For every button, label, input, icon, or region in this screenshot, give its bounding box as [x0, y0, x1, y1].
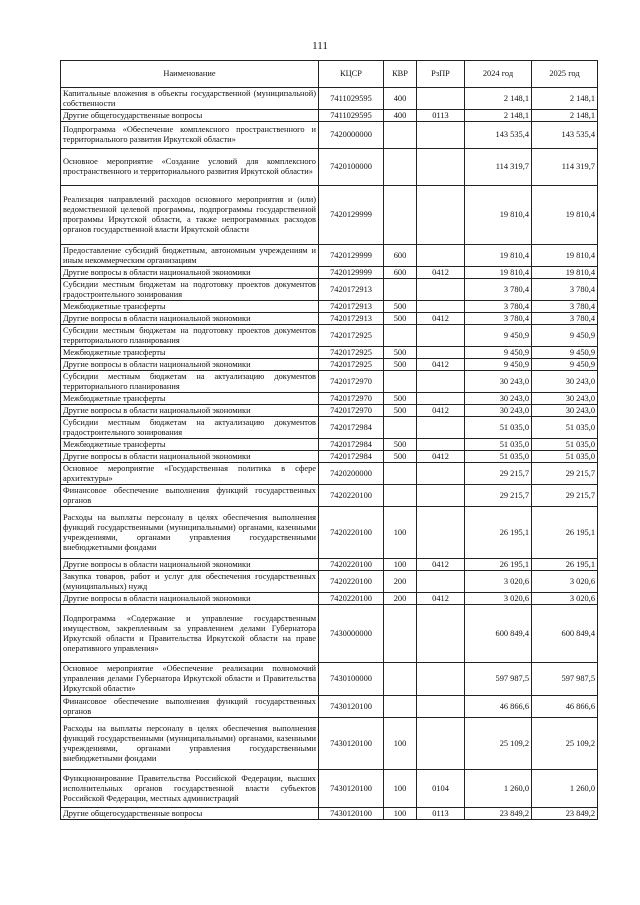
row-rzpr: 0412 [417, 559, 465, 571]
row-2024: 3 020,6 [465, 593, 532, 605]
row-2024: 29 215,7 [465, 485, 532, 507]
row-2024: 30 243,0 [465, 405, 532, 417]
row-2024: 30 243,0 [465, 393, 532, 405]
row-rzpr [417, 371, 465, 393]
row-name: Финансовое обеспечение выполнения функций государственных органов [61, 485, 319, 507]
row-kcsr: 7430100000 [319, 663, 384, 696]
row-2025: 29 215,7 [532, 485, 598, 507]
row-2025: 46 866,6 [532, 696, 598, 718]
row-kvr: 100 [384, 559, 417, 571]
row-2025: 2 148,1 [532, 88, 598, 110]
row-name: Межбюджетные трансферты [61, 347, 319, 359]
row-2025: 9 450,9 [532, 347, 598, 359]
row-kvr [384, 463, 417, 485]
table-row [61, 393, 598, 405]
row-kcsr: 7420172984 [319, 417, 384, 439]
row-kcsr: 7430120100 [319, 718, 384, 770]
row-kcsr: 7411029595 [319, 88, 384, 110]
row-2024: 19 810,4 [465, 245, 532, 267]
row-kcsr: 7430120100 [319, 808, 384, 820]
row-rzpr [417, 571, 465, 593]
row-2025: 51 035,0 [532, 439, 598, 451]
table-row [61, 347, 598, 359]
table-row [61, 451, 598, 463]
row-rzpr [417, 279, 465, 301]
row-name: Подпрограмма «Содержание и управление государственным имуществом, закрепленным за управлением делами Губернатора Иркутской области и Правительства Иркутской области на праве оперативного управления» [61, 605, 319, 663]
row-kcsr: 7420129999 [319, 267, 384, 279]
table-row [61, 559, 598, 571]
row-rzpr [417, 122, 465, 149]
row-rzpr: 0412 [417, 267, 465, 279]
row-kcsr: 7420172984 [319, 451, 384, 463]
row-kcsr: 7420172970 [319, 393, 384, 405]
table-body [61, 88, 598, 820]
row-rzpr [417, 88, 465, 110]
row-kcsr: 7430120100 [319, 770, 384, 808]
row-kvr [384, 696, 417, 718]
row-kvr: 200 [384, 593, 417, 605]
row-name: Другие вопросы в области национальной экономики [61, 405, 319, 417]
row-2024: 23 849,2 [465, 808, 532, 820]
row-rzpr: 0113 [417, 110, 465, 122]
table-row [61, 301, 598, 313]
row-2025: 29 215,7 [532, 463, 598, 485]
row-2025: 19 810,4 [532, 245, 598, 267]
row-rzpr [417, 347, 465, 359]
page-number: 111 [312, 40, 328, 52]
table-header-row [61, 61, 598, 88]
row-name: Финансовое обеспечение выполнения функций государственных органов [61, 696, 319, 718]
row-rzpr: 0412 [417, 405, 465, 417]
row-kvr: 500 [384, 301, 417, 313]
row-kcsr: 7420129999 [319, 245, 384, 267]
row-2024: 114 319,7 [465, 149, 532, 186]
row-kcsr: 7430000000 [319, 605, 384, 663]
row-name: Субсидии местным бюджетам на подготовку проектов документов градостроительного зонирования [61, 279, 319, 301]
row-kvr [384, 279, 417, 301]
row-kvr: 500 [384, 313, 417, 325]
row-name: Основное мероприятие «Обеспечение реализации полномочий управления делами Губернатора Иркутской области и Правительства Иркутской области» [61, 663, 319, 696]
row-kcsr: 7420000000 [319, 122, 384, 149]
row-name: Субсидии местным бюджетам на актуализацию документов градостроительного зонирования [61, 417, 319, 439]
row-name: Расходы на выплаты персоналу в целях обеспечения выполнения функций государственными (муниципальными) органами, казенными учреждениями, органами управления государственными внебюджетными фондами [61, 507, 319, 559]
row-name: Расходы на выплаты персоналу в целях обеспечения выполнения функций государственными (муниципальными) органами, казенными учреждениями, органами управления государственными внебюджетными фондами [61, 718, 319, 770]
row-2024: 2 148,1 [465, 110, 532, 122]
table-row [61, 696, 598, 718]
row-name: Субсидии местным бюджетам на подготовку проектов документов территориального планирования [61, 325, 319, 347]
row-kvr: 500 [384, 393, 417, 405]
row-name: Подпрограмма «Обеспечение комплексного пространственного и территориального развития Иркутской области» [61, 122, 319, 149]
row-rzpr: 0113 [417, 808, 465, 820]
row-name: Реализация направлений расходов основного мероприятия и (или) ведомственной целевой программы, подпрограммы государственной программы Иркутской области, а также непрограммных расходов органов государственной власти Иркутской области [61, 186, 319, 245]
row-rzpr [417, 718, 465, 770]
row-rzpr [417, 301, 465, 313]
row-2024: 29 215,7 [465, 463, 532, 485]
row-kvr [384, 186, 417, 245]
row-2024: 19 810,4 [465, 267, 532, 279]
row-2024: 9 450,9 [465, 347, 532, 359]
table-row [61, 371, 598, 393]
row-name: Другие вопросы в области национальной экономики [61, 359, 319, 371]
row-kvr: 100 [384, 507, 417, 559]
row-2025: 30 243,0 [532, 405, 598, 417]
row-name: Основное мероприятие «Государственная политика в сфере архитектуры» [61, 463, 319, 485]
row-kvr: 100 [384, 770, 417, 808]
row-2025: 3 780,4 [532, 313, 598, 325]
row-2024: 9 450,9 [465, 359, 532, 371]
row-2025: 114 319,7 [532, 149, 598, 186]
table-row [61, 267, 598, 279]
row-2025: 51 035,0 [532, 417, 598, 439]
row-2024: 51 035,0 [465, 439, 532, 451]
row-kcsr: 7420220100 [319, 593, 384, 605]
row-rzpr [417, 696, 465, 718]
row-rzpr: 0412 [417, 359, 465, 371]
table-row [61, 571, 598, 593]
header-2024: 2024 год [465, 61, 532, 88]
row-kvr: 500 [384, 451, 417, 463]
row-kvr [384, 485, 417, 507]
row-kvr: 500 [384, 347, 417, 359]
row-2025: 600 849,4 [532, 605, 598, 663]
table-row [61, 417, 598, 439]
row-name: Субсидии местным бюджетам на актуализацию документов территориального планирования [61, 371, 319, 393]
header-name: Наименование [61, 61, 319, 88]
table-row [61, 313, 598, 325]
row-2024: 3 780,4 [465, 279, 532, 301]
table-row [61, 485, 598, 507]
row-name: Закупка товаров, работ и услуг для обеспечения государственных (муниципальных) нужд [61, 571, 319, 593]
row-kvr [384, 663, 417, 696]
row-kvr [384, 417, 417, 439]
row-2024: 25 109,2 [465, 718, 532, 770]
table-row [61, 663, 598, 696]
row-2024: 143 535,4 [465, 122, 532, 149]
row-rzpr [417, 393, 465, 405]
row-2025: 3 780,4 [532, 301, 598, 313]
row-2025: 26 195,1 [532, 507, 598, 559]
row-name: Другие общегосударственные вопросы [61, 110, 319, 122]
row-name: Другие вопросы в области национальной экономики [61, 451, 319, 463]
row-kvr: 100 [384, 718, 417, 770]
table-row [61, 186, 598, 245]
row-2024: 3 020,6 [465, 571, 532, 593]
header-rzpr: РзПР [417, 61, 465, 88]
row-2025: 30 243,0 [532, 393, 598, 405]
row-kcsr: 7420129999 [319, 186, 384, 245]
row-2025: 25 109,2 [532, 718, 598, 770]
row-2024: 51 035,0 [465, 451, 532, 463]
row-kvr [384, 149, 417, 186]
row-rzpr [417, 325, 465, 347]
row-name: Другие общегосударственные вопросы [61, 808, 319, 820]
row-name: Межбюджетные трансферты [61, 393, 319, 405]
row-kcsr: 7420220100 [319, 559, 384, 571]
row-2025: 143 535,4 [532, 122, 598, 149]
table-row [61, 808, 598, 820]
table-row [61, 88, 598, 110]
row-rzpr [417, 186, 465, 245]
row-kvr [384, 122, 417, 149]
row-kvr: 500 [384, 405, 417, 417]
row-kcsr: 7420172913 [319, 301, 384, 313]
row-2025: 597 987,5 [532, 663, 598, 696]
row-2024: 19 810,4 [465, 186, 532, 245]
table-row [61, 122, 598, 149]
row-kvr [384, 371, 417, 393]
row-kvr: 600 [384, 267, 417, 279]
row-kvr [384, 325, 417, 347]
row-name: Межбюджетные трансферты [61, 439, 319, 451]
row-kcsr: 7430120100 [319, 696, 384, 718]
row-2025: 9 450,9 [532, 359, 598, 371]
row-rzpr [417, 463, 465, 485]
table-row [61, 245, 598, 267]
table-row [61, 593, 598, 605]
row-2024: 51 035,0 [465, 417, 532, 439]
row-rzpr [417, 485, 465, 507]
row-name: Другие вопросы в области национальной экономики [61, 267, 319, 279]
row-2025: 9 450,9 [532, 325, 598, 347]
row-kcsr: 7420172913 [319, 313, 384, 325]
row-kcsr: 7420172984 [319, 439, 384, 451]
row-name: Основное мероприятие «Создание условий для комплексного пространственного и территориального развития Иркутской области» [61, 149, 319, 186]
table-row [61, 770, 598, 808]
row-kvr: 400 [384, 110, 417, 122]
row-rzpr [417, 439, 465, 451]
row-2025: 51 035,0 [532, 451, 598, 463]
row-rzpr [417, 245, 465, 267]
row-name: Межбюджетные трансферты [61, 301, 319, 313]
row-kcsr: 7420200000 [319, 463, 384, 485]
row-2024: 3 780,4 [465, 301, 532, 313]
row-name: Другие вопросы в области национальной экономики [61, 313, 319, 325]
row-kcsr: 7420220100 [319, 507, 384, 559]
row-rzpr [417, 149, 465, 186]
row-2024: 1 260,0 [465, 770, 532, 808]
row-2025: 26 195,1 [532, 559, 598, 571]
row-2024: 2 148,1 [465, 88, 532, 110]
row-kvr: 500 [384, 359, 417, 371]
table-row [61, 359, 598, 371]
row-kvr: 400 [384, 88, 417, 110]
row-2025: 3 020,6 [532, 593, 598, 605]
row-kvr: 200 [384, 571, 417, 593]
row-2024: 3 780,4 [465, 313, 532, 325]
header-kcsr: КЦСР [319, 61, 384, 88]
table-row [61, 405, 598, 417]
row-kcsr: 7420172970 [319, 405, 384, 417]
row-kcsr: 7420172925 [319, 359, 384, 371]
row-name: Капитальные вложения в объекты государственной (муниципальной) собственности [61, 88, 319, 110]
row-kcsr: 7420172925 [319, 347, 384, 359]
row-rzpr [417, 605, 465, 663]
row-2025: 23 849,2 [532, 808, 598, 820]
table-row [61, 279, 598, 301]
row-2024: 600 849,4 [465, 605, 532, 663]
row-kvr: 500 [384, 439, 417, 451]
row-kvr: 100 [384, 808, 417, 820]
row-kcsr: 7420172913 [319, 279, 384, 301]
row-2025: 1 260,0 [532, 770, 598, 808]
table-row [61, 149, 598, 186]
row-rzpr [417, 663, 465, 696]
row-kcsr: 7420172925 [319, 325, 384, 347]
row-kcsr: 7420220100 [319, 485, 384, 507]
row-kcsr: 7420172970 [319, 371, 384, 393]
table-row [61, 605, 598, 663]
table-row [61, 507, 598, 559]
row-2024: 30 243,0 [465, 371, 532, 393]
row-kvr: 600 [384, 245, 417, 267]
header-kvr: КВР [384, 61, 417, 88]
row-2024: 9 450,9 [465, 325, 532, 347]
row-2024: 26 195,1 [465, 507, 532, 559]
row-2025: 2 148,1 [532, 110, 598, 122]
row-kvr [384, 605, 417, 663]
row-name: Другие вопросы в области национальной экономики [61, 559, 319, 571]
row-2024: 46 866,6 [465, 696, 532, 718]
header-2025: 2025 год [532, 61, 598, 88]
row-rzpr: 0412 [417, 313, 465, 325]
table-row [61, 463, 598, 485]
row-rzpr: 0412 [417, 451, 465, 463]
row-2025: 19 810,4 [532, 186, 598, 245]
row-rzpr [417, 417, 465, 439]
row-rzpr: 0104 [417, 770, 465, 808]
table-row [61, 110, 598, 122]
row-2025: 3 780,4 [532, 279, 598, 301]
row-name: Функционирование Правительства Российской Федерации, высших исполнительных органов государственной власти субъектов Российской Федерации, местных администраций [61, 770, 319, 808]
row-kcsr: 7411029595 [319, 110, 384, 122]
row-2025: 3 020,6 [532, 571, 598, 593]
budget-table [60, 60, 598, 820]
table-row [61, 718, 598, 770]
row-2024: 597 987,5 [465, 663, 532, 696]
table-row [61, 439, 598, 451]
row-rzpr [417, 507, 465, 559]
row-kcsr: 7420220100 [319, 571, 384, 593]
table-row [61, 325, 598, 347]
row-2025: 30 243,0 [532, 371, 598, 393]
row-kcsr: 7420100000 [319, 149, 384, 186]
row-2025: 19 810,4 [532, 267, 598, 279]
row-rzpr: 0412 [417, 593, 465, 605]
row-name: Другие вопросы в области национальной экономики [61, 593, 319, 605]
row-name: Предоставление субсидий бюджетным, автономным учреждениям и иным некоммерческим организациям [61, 245, 319, 267]
row-2024: 26 195,1 [465, 559, 532, 571]
